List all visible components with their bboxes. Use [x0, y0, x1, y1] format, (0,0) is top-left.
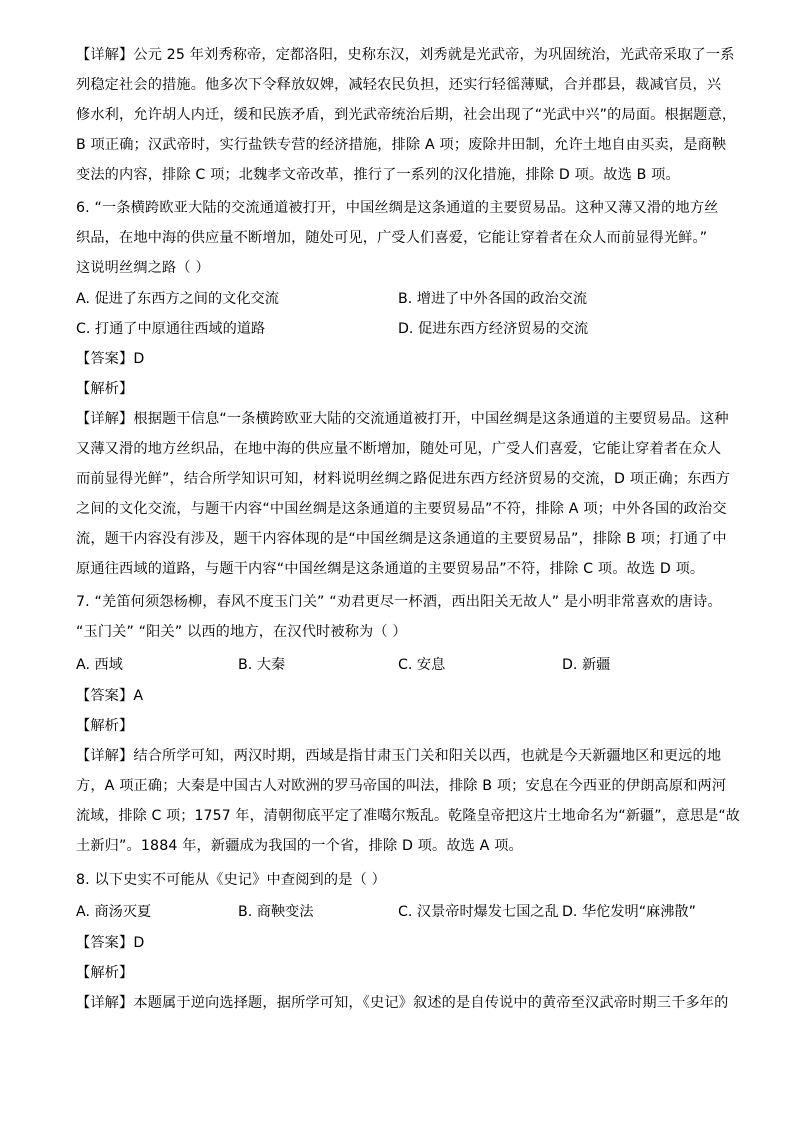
- q8-option-c: C. 汉景帝时爆发七国之乱: [398, 904, 559, 920]
- q8-answer: 【答案】D: [76, 935, 145, 951]
- q8-option-d: D. 华佗发明“麻沸散”: [562, 904, 696, 920]
- q6-detail-line-5: 流，题干内容没有涉及，题干内容体现的是“中国丝绸是这条通道的主要贸易品”，排除 B 项；打通了中: [76, 531, 727, 547]
- q6-detail-line-6: 原通往西域的道路，与题干内容“中国丝绸是这条通道的主要贸易品”不符，排除 C 项。故选 D 项。: [76, 561, 705, 577]
- q5-detail-line-4: B 项正确；汉武帝时，实行盐铁专营的经济措施，排除 A 项；废除井田制，允许土地自由买卖，是商鞅: [76, 137, 727, 153]
- q6-stem-line-1: 6. “一条横跨欧亚大陆的交流通道被打开，中国丝绸是这条通道的主要贸易品。这种又薄又滑的地方丝: [76, 200, 719, 216]
- q6-analysis-label: 【解析】: [76, 381, 134, 397]
- q8-option-b: B. 商鞅变法: [238, 904, 314, 920]
- q8-stem-line-1: 8. 以下史实不可能从《史记》中查阅到的是（ ）: [76, 872, 386, 888]
- q5-detail-line-2: 列稳定社会的措施。他多次下令释放奴婢，减轻农民负担，还实行轻徭薄赋，合并郡县，裁减官员，兴: [76, 77, 722, 93]
- q6-detail-line-3: 而前显得光鲜”，结合所学知识可知，材料说明丝绸之路促进东西方经济贸易的交流，D 项正确；东西方: [76, 471, 731, 487]
- q6-option-d: D. 促进东西方经济贸易的交流: [398, 321, 589, 337]
- q7-answer: 【答案】A: [76, 688, 144, 704]
- q8-option-a: A. 商汤灭夏: [76, 904, 152, 920]
- q7-stem-line-1: 7. “羌笛何须怨杨柳，春风不度玉门关” “劝君更尽一杯酒，西出阳关无故人” 是小明非常喜欢的唐诗。: [76, 594, 722, 610]
- q6-answer: 【答案】D: [76, 351, 145, 367]
- q6-option-a: A. 促进了东西方之间的文化交流: [76, 291, 279, 307]
- q7-detail-line-1: 【详解】结合所学可知，两汉时期，西域是指甘肃玉门关和阳关以西，也就是今天新疆地区和更远的地: [76, 748, 722, 764]
- q6-option-c: C. 打通了中原通往西域的道路: [76, 321, 266, 337]
- q7-detail-line-3: 流域，排除 C 项；1757 年，清朝彻底平定了准噶尔叛乱。乾隆皇帝把这片土地命名为“新疆”，意思是“故: [76, 808, 740, 824]
- q6-detail-line-4: 之间的文化交流，与题干内容“中国丝绸是这条通道的主要贸易品”不符，排除 A 项；中外各国的政治交: [76, 501, 727, 517]
- q7-stem-line-2: “玉门关” “阳关” 以西的地方，在汉代时被称为（ ）: [76, 624, 407, 640]
- q8-analysis-label: 【解析】: [76, 965, 134, 981]
- q7-option-a: A. 西域: [76, 657, 123, 673]
- q7-option-b: B. 大秦: [238, 657, 286, 673]
- q5-detail-line-5: 变法的内容，排除 C 项；北魏孝文帝改革，推行了一系列的汉化措施，排除 D 项。故选 B 项。: [76, 167, 680, 183]
- q5-detail-line-1: 【详解】公元 25 年刘秀称帝，定都洛阳，史称东汉，刘秀就是光武帝，为巩固统治，光武帝采取了一系: [76, 47, 735, 63]
- q7-option-d: D. 新疆: [562, 657, 611, 673]
- q6-stem-line-2: 织品，在地中海的供应量不断增加，随处可见，广受人们喜爱，它能让穿着者在众人而前显得光鲜。”: [76, 230, 708, 246]
- q7-analysis-label: 【解析】: [76, 718, 134, 734]
- q7-detail-line-2: 方，A 项正确；大秦是中国古人对欧洲的罗马帝国的叫法，排除 B 项；安息在今西亚的伊朗高原和两河: [76, 778, 727, 794]
- q6-detail-line-2: 又薄又滑的地方丝织品，在地中海的供应量不断增加，随处可见，广受人们喜爱，它能让穿着者在众人: [76, 441, 722, 457]
- q8-detail-line-1: 【详解】本题属于逆向选择题，据所学可知，《史记》叙述的是自传说中的黄帝至汉武帝时期三千多年的: [76, 995, 729, 1011]
- q6-detail-line-1: 【详解】根据题干信息“一条横跨欧亚大陆的交流通道被打开，中国丝绸是这条通道的主要贸易品。这种: [76, 411, 729, 427]
- q7-detail-line-4: 土新归”。1884 年，新疆成为我国的一个省，排除 D 项。故选 A 项。: [76, 838, 523, 854]
- q5-detail-line-3: 修水利，允许胡人内迁，缓和民族矛盾，到光武帝统治后期，社会出现了“光武中兴”的局面。根据题意，: [76, 107, 737, 123]
- q6-stem-line-3: 这说明丝绸之路（ ）: [76, 260, 210, 276]
- q7-option-c: C. 安息: [398, 657, 446, 673]
- q6-option-b: B. 增进了中外各国的政治交流: [398, 291, 588, 307]
